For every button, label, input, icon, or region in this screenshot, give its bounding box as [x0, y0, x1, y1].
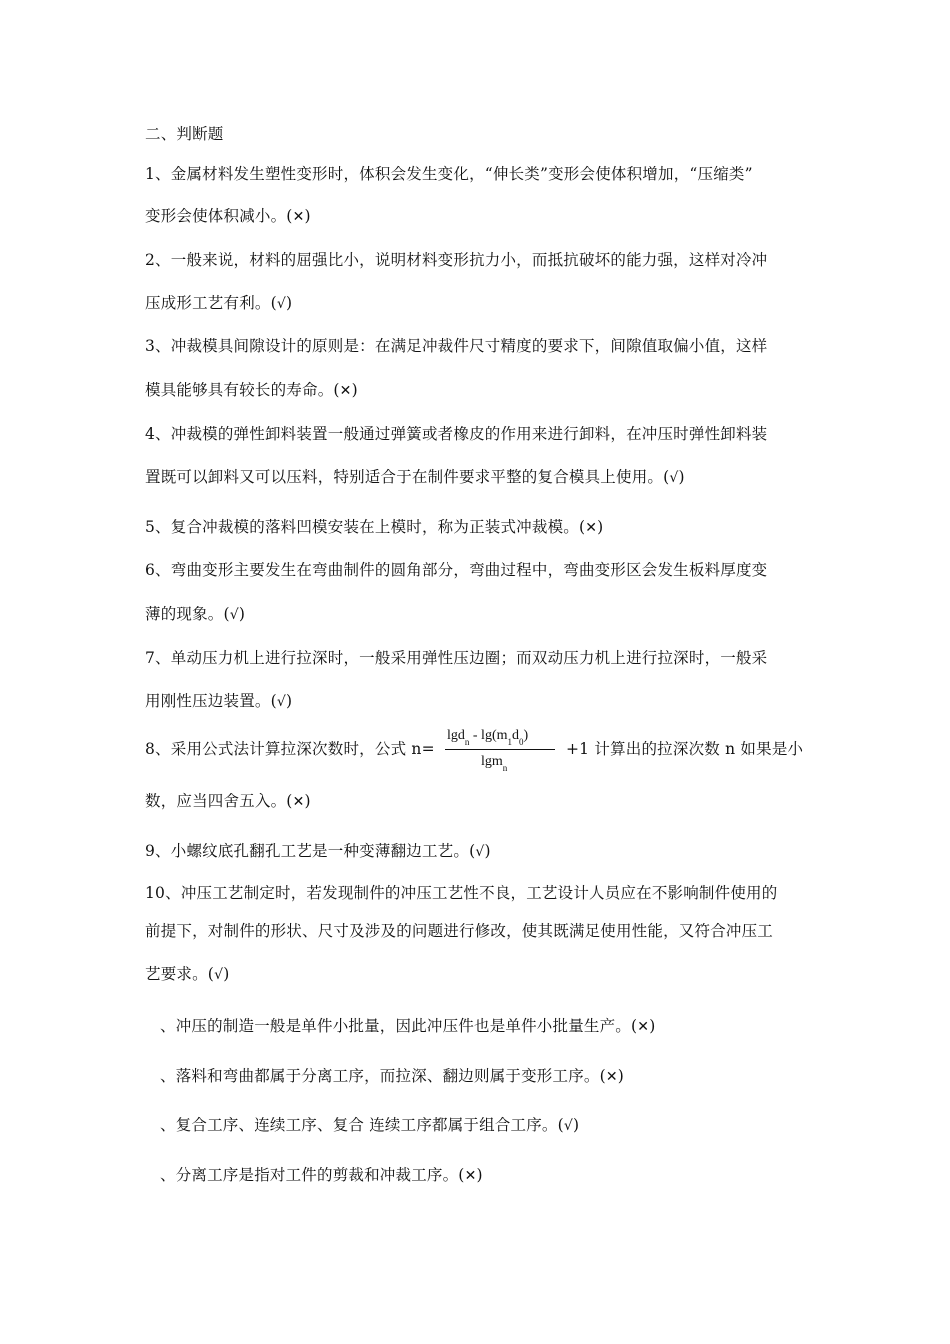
answer-true-icon: √: [276, 694, 286, 710]
answer-true-icon: √: [214, 967, 224, 983]
formula-term: lgd: [447, 728, 465, 743]
section-title: 二、判断题: [145, 125, 224, 143]
answer-close-paren: ): [597, 518, 604, 536]
answer-close-paren: ): [238, 605, 246, 623]
question-7-line-2: [145, 691, 292, 712]
question-4-line-1: 4、冲裁模的弹性卸料装置一般通过弹簧或者橡皮的作用来进行卸料，在冲压时弹性卸料装: [145, 425, 768, 443]
answer-close-paren: ): [617, 1067, 625, 1085]
question-14-line-1: [160, 1165, 483, 1186]
question-2-line-2: [145, 293, 292, 314]
answer-close-paren: ): [649, 1017, 656, 1035]
question-12-text: 、落料和弯曲都属于分离工序，而拉深、翻边则属于变形工序。(: [160, 1067, 606, 1085]
formula-denominator: [481, 754, 508, 773]
answer-close-paren: ): [285, 692, 293, 710]
question-8-prefix: 8、采用公式法计算拉深次数时，公式 n=: [145, 740, 435, 758]
answer-true-icon: √: [276, 296, 286, 312]
answer-close-paren: ): [476, 1166, 483, 1184]
question-11-text: 、冲压的制造一般是单件小批量，因此冲压件也是单件小批量生产。(: [160, 1017, 638, 1035]
question-2-text: 压成形工艺有利。(: [145, 294, 277, 312]
answer-false-icon: ✕: [637, 1019, 650, 1035]
formula-term: lgm: [481, 754, 503, 769]
draw-count-formula: [445, 728, 560, 776]
question-5-text: 5、复合冲裁模的落料凹模安装在上模时，称为正装式冲裁模。(: [145, 518, 586, 536]
question-11-line-1: [160, 1016, 655, 1037]
fraction-bar: [445, 749, 555, 750]
answer-false-icon: ✕: [339, 383, 352, 399]
answer-close-paren: ): [223, 965, 230, 983]
formula-subscript: 0: [519, 737, 524, 747]
question-9-line-1: [145, 841, 491, 862]
question-6-line-2: [145, 604, 245, 625]
question-1-line-1: 1、金属材料发生塑性变形时，体积会发生变化，“伸长类”变形会使体积增加，“压缩类”: [145, 165, 753, 183]
question-10-line-1: 10、冲压工艺制定时，若发现制件的冲压工艺性不良，工艺设计人员应在不影响制件使用的: [145, 884, 778, 902]
formula-numerator: [447, 728, 529, 747]
question-8-text: 数，应当四舍五入。(: [145, 792, 293, 810]
answer-false-icon: ✕: [292, 209, 305, 225]
answer-true-icon: √: [669, 470, 679, 486]
question-8-line-2: [145, 791, 311, 812]
question-13-line-1: [160, 1115, 579, 1136]
formula-subscript: 1: [507, 737, 512, 747]
question-3-text: 模具能够具有较长的寿命。(: [145, 381, 340, 399]
question-4-text: 置既可以卸料又可以压料，特别适合于在制件要求平整的复合模具上使用。(: [145, 468, 670, 486]
answer-false-icon: ✕: [605, 1069, 618, 1085]
question-1-line-2: [145, 206, 311, 227]
question-9-text: 9、小螺纹底孔翻孔工艺是一种变薄翻边工艺。(: [145, 842, 476, 860]
question-10-text: 艺要求。(: [145, 965, 215, 983]
question-14-text: 、分离工序是指对工件的剪裁和冲裁工序。(: [160, 1166, 465, 1184]
question-12-line-1: [160, 1066, 624, 1087]
formula-term: d: [512, 728, 519, 743]
question-8-suffix: +1 计算出的拉深次数 n 如果是小: [566, 740, 804, 758]
answer-close-paren: ): [351, 381, 358, 399]
question-1-text: 变形会使体积减小。(: [145, 207, 293, 225]
question-10-line-3: [145, 964, 229, 985]
question-6-line-1: 6、弯曲变形主要发生在弯曲制件的圆角部分，弯曲过程中，弯曲变形区会发生板料厚度变: [145, 561, 768, 579]
answer-true-icon: √: [229, 607, 239, 623]
answer-close-paren: ): [573, 1116, 580, 1134]
answer-false-icon: ✕: [585, 520, 598, 536]
answer-true-icon: √: [475, 844, 485, 860]
question-4-line-2: [145, 467, 685, 488]
answer-false-icon: ✕: [464, 1168, 477, 1184]
answer-false-icon: ✕: [292, 794, 305, 810]
answer-close-paren: ): [484, 842, 491, 860]
answer-close-paren: ): [304, 792, 311, 810]
question-3-line-2: [145, 380, 358, 401]
answer-close-paren: ): [678, 468, 685, 486]
answer-close-paren: ): [285, 294, 293, 312]
formula-subscript: n: [502, 763, 508, 773]
question-3-line-1: 3、冲裁模具间隙设计的原则是：在满足冲裁件尺寸精度的要求下，间隙值取偏小值，这样: [145, 337, 768, 355]
question-2-line-1: 2、一般来说，材料的屈强比小，说明材料变形抗力小，而抵抗破坏的能力强，这样对冷冲: [145, 251, 768, 269]
formula-subscript: n: [464, 737, 470, 747]
question-10-line-2: 前提下，对制件的形状、尺寸及涉及的问题进行修改，使其既满足使用性能，又符合冲压工: [145, 922, 774, 940]
answer-close-paren: ): [304, 207, 311, 225]
question-6-text: 薄的现象。(: [145, 605, 230, 623]
question-7-line-1: 7、单动压力机上进行拉深时，一般采用弹性压边圈；而双动压力机上进行拉深时，一般采: [145, 649, 768, 667]
answer-true-icon: √: [563, 1118, 574, 1134]
question-5-line-1: [145, 517, 603, 538]
question-7-text: 用刚性压边装置。(: [145, 692, 277, 710]
formula-term: ): [523, 728, 529, 743]
question-13-text: 、复合工序、连续工序、复合 连续工序都属于组合工序。(: [160, 1116, 564, 1134]
formula-term: - lg(m: [469, 728, 508, 743]
